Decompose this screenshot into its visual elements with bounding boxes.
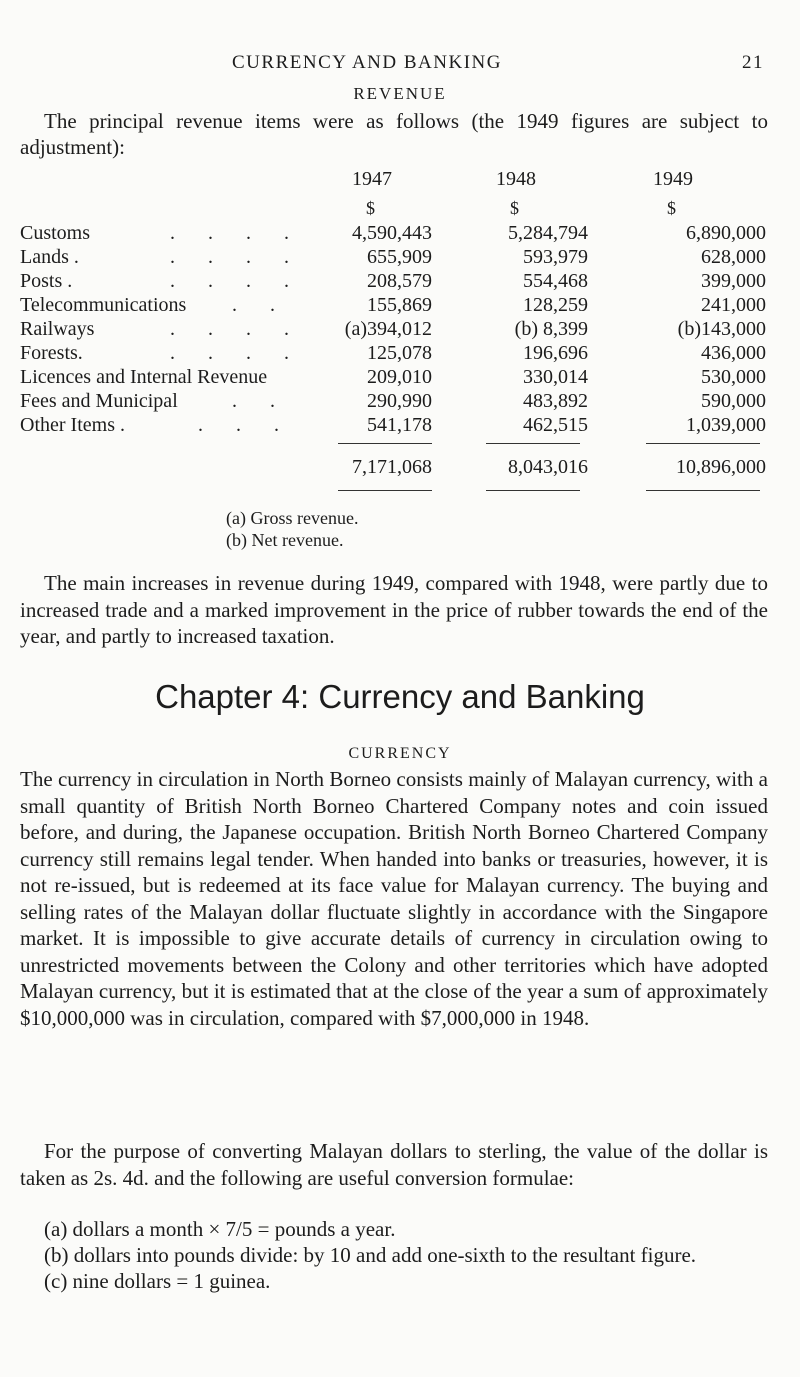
row-label: Fees and Municipal — [20, 390, 178, 412]
value-1949: 241,000 — [701, 294, 766, 316]
currency-header-1949: $ — [667, 198, 676, 218]
value-1948: 330,014 — [523, 366, 588, 388]
row-label: Licences and Internal Revenue — [20, 366, 268, 388]
formula-list — [44, 1216, 764, 1294]
section-heading: REVENUE — [353, 84, 447, 103]
value-1947: 209,010 — [367, 366, 432, 388]
revenue-increase-paragraph: The main increases in revenue during 1949, compared with 1948, were partly due to increased trade and a marked improvement in the price of rubber towards the end of the year, and partly to increased taxation. — [20, 571, 768, 648]
year-header-1947: 1947 — [352, 168, 392, 190]
value-1949: 399,000 — [701, 270, 766, 292]
value-1949: 1,039,000 — [686, 414, 766, 436]
currency-header-1947: $ — [366, 198, 375, 218]
total-1947: 7,171,068 — [352, 456, 432, 478]
row-label: Railways — [20, 318, 95, 340]
value-1949: 530,000 — [701, 366, 766, 388]
footnote-net: (b) Net revenue. — [226, 530, 344, 550]
formula-item: (c) nine dollars = 1 guinea. — [44, 1269, 271, 1293]
row-leader-dots: . . — [232, 294, 289, 316]
value-1948: 5,284,794 — [508, 222, 588, 244]
value-1949: 590,000 — [701, 390, 766, 412]
value-1947: 208,579 — [367, 270, 432, 292]
value-1948: 483,892 — [523, 390, 588, 412]
value-1948: 128,259 — [523, 294, 588, 316]
value-1948: 554,468 — [523, 270, 588, 292]
value-1947: (a)394,012 — [344, 318, 432, 340]
row-leader-dots: . . . . — [170, 222, 303, 244]
value-1949: 6,890,000 — [686, 222, 766, 244]
total-underline-1948 — [486, 490, 580, 491]
value-1949: 436,000 — [701, 342, 766, 364]
row-label: Telecommunications — [20, 294, 187, 316]
conversion-paragraph: For the purpose of converting Malayan dollars to sterling, the value of the dollar is taken as 2s. 4d. and the following are useful conversion formulae: — [20, 1139, 768, 1190]
page-number: 21 — [742, 52, 764, 73]
formula-item: (a) dollars a month × 7/5 = pounds a year. — [44, 1217, 396, 1241]
value-1948: (b) 8,399 — [514, 318, 588, 340]
total-1948: 8,043,016 — [508, 456, 588, 478]
row-leader-dots: . . . . — [170, 246, 303, 268]
value-1948: 196,696 — [523, 342, 588, 364]
value-1947: 155,869 — [367, 294, 432, 316]
currency-subheading: CURRENCY — [348, 745, 452, 762]
total-rule-1947 — [338, 443, 432, 444]
row-label: Customs — [20, 222, 91, 244]
total-underline-1949 — [646, 490, 760, 491]
row-label: Forests. — [20, 342, 83, 364]
value-1948: 462,515 — [523, 414, 588, 436]
intro-paragraph: The principal revenue items were as follows (the 1949 figures are subject to adjustment): — [20, 109, 768, 159]
value-1949: (b)143,000 — [677, 318, 766, 340]
currency-header-1948: $ — [510, 198, 519, 218]
total-rule-1948 — [486, 443, 580, 444]
row-leader-dots: . . — [232, 390, 289, 412]
total-1949: 10,896,000 — [676, 456, 766, 478]
row-leader-dots: . . . . — [170, 342, 303, 364]
row-label: Lands . — [20, 246, 79, 268]
value-1948: 593,979 — [523, 246, 588, 268]
value-1947: 290,990 — [367, 390, 432, 412]
total-underline-1947 — [338, 490, 432, 491]
currency-paragraph: The currency in circulation in North Borneo consists mainly of Malayan currency, with a small quantity of British North Borneo Chartered Company notes and coin issued before, and during, the Japanese occupation. British North Borneo Chartered Company currency still remains legal tender. When handed into banks or treasuries, however, it is not re-issued, but is redeemed at its face value for Malayan currency. The buying and selling rates of the Malayan dollar fluctuate slightly in accordance with the Singapore market. It is impossible to give accurate details of currency in circulation owing to unrestricted movements between the Colony and other territories which have adopted Malayan currency, but it is estimated that at the close of the year a sum of approximately $10,000,000 was in circulation, compared with $7,000,000 in 1948. — [20, 767, 768, 1030]
row-leader-dots: . . . . — [170, 318, 303, 340]
value-1947: 125,078 — [367, 342, 432, 364]
year-header-1949: 1949 — [653, 168, 693, 190]
value-1949: 628,000 — [701, 246, 766, 268]
header-title: CURRENCY AND BANKING — [232, 52, 502, 73]
footnote-gross: (a) Gross revenue. — [226, 508, 359, 528]
formula-item: (b) dollars into pounds divide: by 10 and add one-sixth to the resultant figure. — [44, 1243, 697, 1267]
row-leader-dots: . . . . — [170, 270, 303, 292]
value-1947: 4,590,443 — [352, 222, 432, 244]
year-header-1948: 1948 — [496, 168, 536, 190]
row-leader-dots: . . . — [198, 414, 293, 436]
total-rule-1949 — [646, 443, 760, 444]
chapter-title: Chapter 4: Currency and Banking — [155, 678, 645, 715]
value-1947: 541,178 — [367, 414, 432, 436]
row-label: Other Items . — [20, 414, 125, 436]
row-label: Posts . — [20, 270, 73, 292]
value-1947: 655,909 — [367, 246, 432, 268]
